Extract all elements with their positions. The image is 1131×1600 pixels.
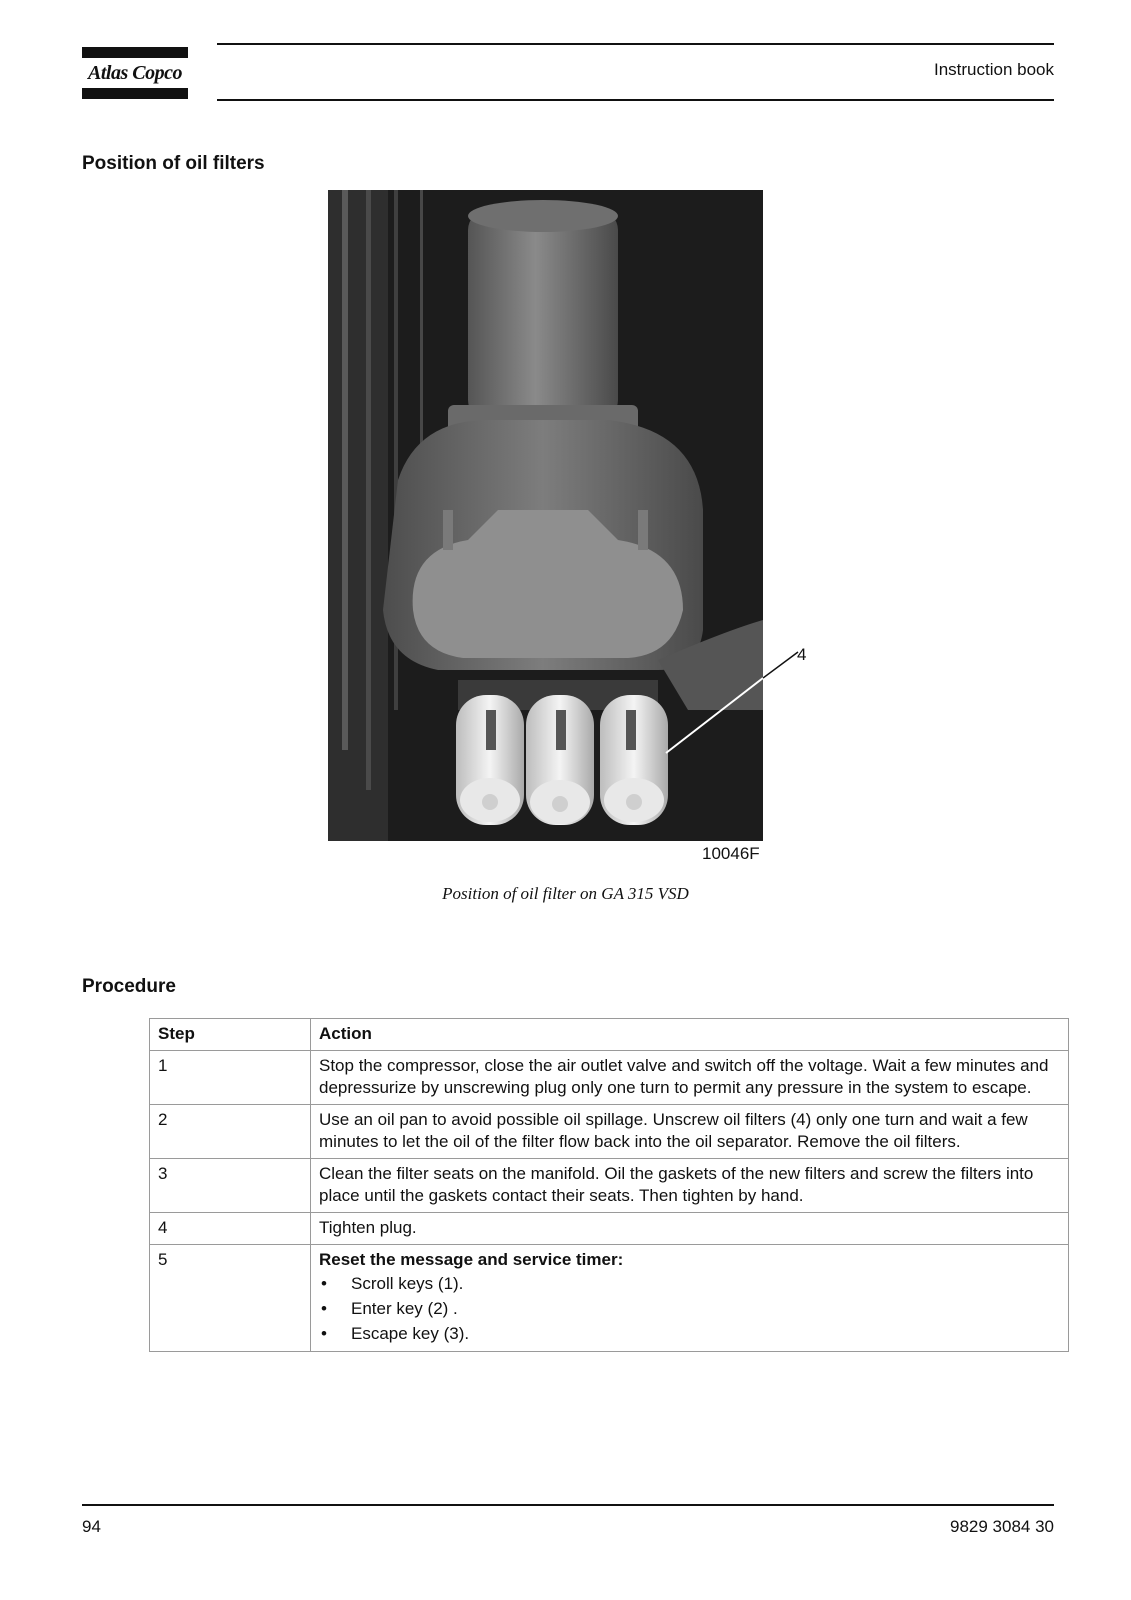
list-item-text: Escape key (3). — [351, 1324, 470, 1343]
step-cell: 3 — [150, 1159, 311, 1213]
action-cell: Tighten plug. — [311, 1213, 1069, 1245]
action-cell: Stop the compressor, close the air outlet valve and switch off the voltage. Wait a few minutes and depressurize by unscrewing plug only one turn to permit any pressure in the system to escape. — [311, 1051, 1069, 1105]
header-title: Instruction book — [933, 60, 1054, 79]
list-item-text: Scroll keys (1). — [351, 1274, 464, 1293]
step-cell: 2 — [150, 1105, 311, 1159]
action-cell: Clean the filter seats on the manifold. Oil the gaskets of the new filters and screw the filters into place until the gaskets contact their seats. Then tighten by hand. — [311, 1159, 1069, 1213]
logo-bar-top — [82, 47, 188, 58]
column-header-action: Action — [311, 1019, 1069, 1051]
figure-id: 10046F — [702, 844, 760, 863]
section-heading-oil-filters: Position of oil filters — [82, 153, 265, 174]
step-cell: 1 — [150, 1051, 311, 1105]
figure-caption: Position of oil filter on GA 315 VSD — [442, 884, 689, 903]
logo-bar-bottom — [82, 88, 188, 99]
list-item-text: Enter key (2) . — [351, 1299, 458, 1318]
bullet-icon: • — [321, 1274, 327, 1293]
procedure-table — [149, 1018, 1069, 1352]
list-item — [321, 1321, 1062, 1346]
oil-filter-photo — [328, 190, 763, 841]
document-number: 9829 3084 30 — [950, 1517, 1054, 1536]
table-row — [150, 1051, 1069, 1105]
step-cell: 4 — [150, 1213, 311, 1245]
column-header-step: Step — [150, 1019, 311, 1051]
table-row — [150, 1159, 1069, 1213]
page-number: 94 — [82, 1517, 101, 1536]
bullet-list — [319, 1271, 1062, 1346]
table-header-row — [150, 1019, 1069, 1051]
action-lead-text: Reset the message and service timer: — [319, 1250, 624, 1269]
header-bottom-rule — [217, 99, 1054, 101]
logo-text: Atlas Copco — [88, 62, 182, 84]
table-row — [150, 1105, 1069, 1159]
table-row — [150, 1245, 1069, 1352]
header-top-rule — [217, 43, 1054, 45]
section-heading-procedure: Procedure — [82, 976, 176, 997]
list-item — [321, 1271, 1062, 1296]
step-cell: 5 — [150, 1245, 311, 1352]
atlas-copco-logo — [82, 47, 188, 99]
list-item — [321, 1296, 1062, 1321]
action-cell — [311, 1245, 1069, 1352]
bullet-icon: • — [321, 1324, 327, 1343]
callout-number: 4 — [797, 645, 807, 664]
table-row — [150, 1213, 1069, 1245]
bullet-icon: • — [321, 1299, 327, 1318]
footer-rule — [82, 1504, 1054, 1506]
action-cell: Use an oil pan to avoid possible oil spillage. Unscrew oil filters (4) only one turn and wait a few minutes to let the oil of the filter flow back into the oil separator. Remove the oil filters. — [311, 1105, 1069, 1159]
